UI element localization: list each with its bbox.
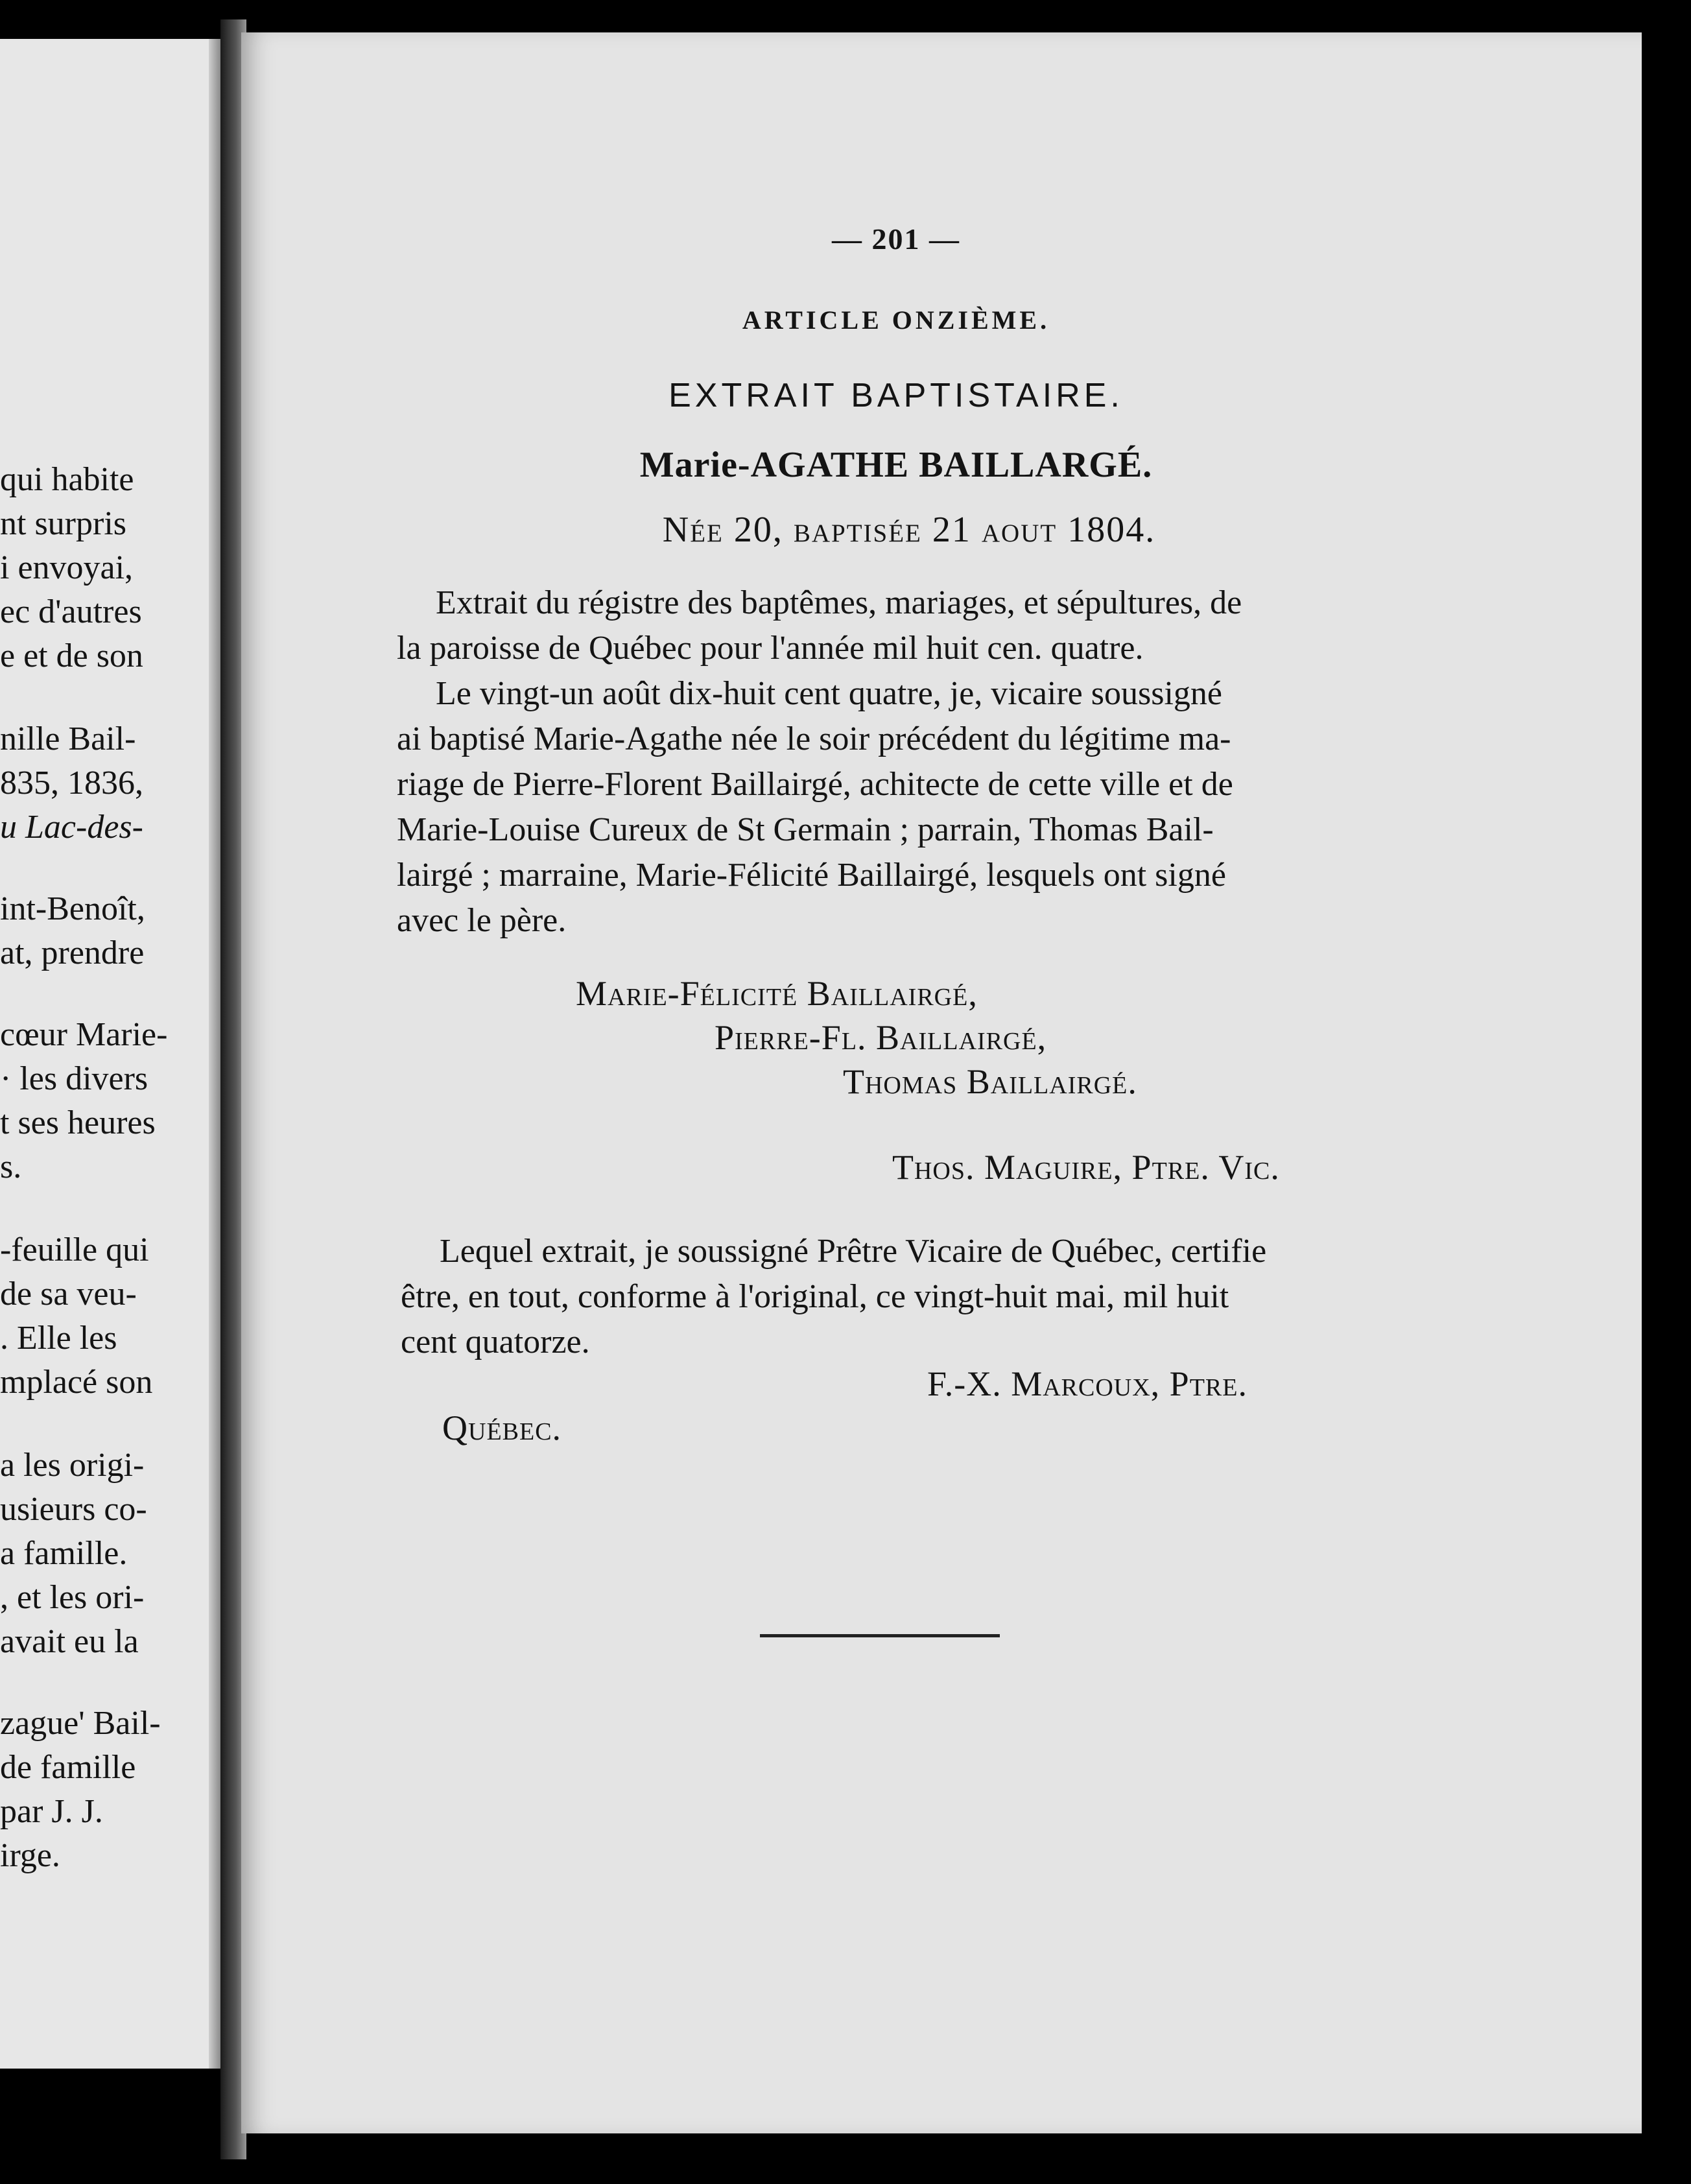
left-facing-page <box>0 39 220 2069</box>
left-page-line: ec d'autres <box>0 593 142 630</box>
paragraph-line: Le vingt-un août dix-huit cent quatre, je, vicaire soussigné <box>436 675 1222 712</box>
paragraph-line: Marie-Louise Cureux de St Germain ; parrain, Thomas Bail- <box>397 811 1214 848</box>
signature-thomas: Thomas Baillairgé. <box>843 1062 1137 1101</box>
left-page-line: a les origi- <box>0 1447 145 1484</box>
left-page-line: avait eu la <box>0 1623 139 1660</box>
page-number: — 201 — <box>832 222 960 255</box>
paragraph-line: riage de Pierre-Florent Baillairgé, achitecte de cette ville et de <box>397 766 1233 803</box>
left-page-line: mplacé son <box>0 1364 153 1401</box>
left-page-edge <box>209 39 220 2069</box>
left-page-line: -feuille qui <box>0 1231 149 1268</box>
signature-marie-felicite: Marie-Félicité Baillairgé, <box>576 974 978 1013</box>
person-name: Marie-AGATHE BAILLARGÉ. <box>639 445 1153 485</box>
paragraph-line: Extrait du régistre des baptêmes, mariages, et sépultures, de <box>436 584 1242 621</box>
left-page-line: par J. J. <box>0 1793 103 1830</box>
left-page-line: usieurs co- <box>0 1491 147 1528</box>
left-page-line: 835, 1836, <box>0 765 143 801</box>
left-page-line: at, prendre <box>0 934 145 971</box>
article-heading: ARTICLE ONZIÈME. <box>742 305 1050 335</box>
left-page-line: nille Bail- <box>0 720 136 757</box>
left-page-line: a famille. <box>0 1535 128 1572</box>
paragraph-line: cent quatorze. <box>401 1323 590 1360</box>
final-signature: F.-X. Marcoux, Ptre. <box>927 1364 1248 1403</box>
left-page-line: cœur Marie- <box>0 1016 168 1053</box>
left-page-line: zague' Bail- <box>0 1705 161 1742</box>
paragraph-line: Lequel extrait, je soussigné Prêtre Vicaire de Québec, certifie <box>440 1233 1267 1270</box>
signature-pierre-florent: Pierre-Fl. Baillairgé, <box>715 1018 1047 1057</box>
document-title: EXTRAIT BAPTISTAIRE. <box>668 377 1124 414</box>
left-page-line: . Elle les <box>0 1320 117 1357</box>
left-page-line: de famille <box>0 1749 136 1786</box>
vicar-signature: Thos. Maguire, Ptre. Vic. <box>892 1148 1280 1187</box>
left-page-line: t ses heures <box>0 1104 156 1141</box>
left-page-line: qui habite <box>0 461 134 498</box>
left-page-line: de sa veu- <box>0 1276 137 1312</box>
paragraph-line: être, en tout, conforme à l'original, ce vingt-huit mai, mil huit <box>401 1278 1229 1315</box>
left-page-line: e et de son <box>0 637 143 674</box>
left-page-line: · les divers <box>0 1060 148 1097</box>
birth-baptism-dates: Née 20, baptisée 21 aout 1804. <box>662 510 1156 550</box>
left-page-line: i envoyai, <box>0 549 134 586</box>
paragraph-line: ai baptisé Marie-Agathe née le soir précédent du légitime ma- <box>397 720 1231 757</box>
left-page-line: s. <box>0 1148 22 1185</box>
place-name: Québec. <box>442 1408 562 1447</box>
left-page-line: , et les ori- <box>0 1579 145 1616</box>
end-rule <box>760 1634 1000 1637</box>
left-page-line: nt surpris <box>0 505 126 542</box>
left-page-line: u Lac-des- <box>0 809 143 846</box>
paragraph-line: lairgé ; marraine, Marie-Félicité Baillairgé, lesquels ont signé <box>397 857 1226 894</box>
paragraph-line: la paroisse de Québec pour l'année mil huit cen. quatre. <box>397 630 1144 667</box>
paragraph-line: avec le père. <box>397 902 567 939</box>
left-page-line: irge. <box>0 1837 60 1874</box>
left-page-line: int-Benoît, <box>0 890 145 927</box>
main-page <box>241 32 1642 2133</box>
